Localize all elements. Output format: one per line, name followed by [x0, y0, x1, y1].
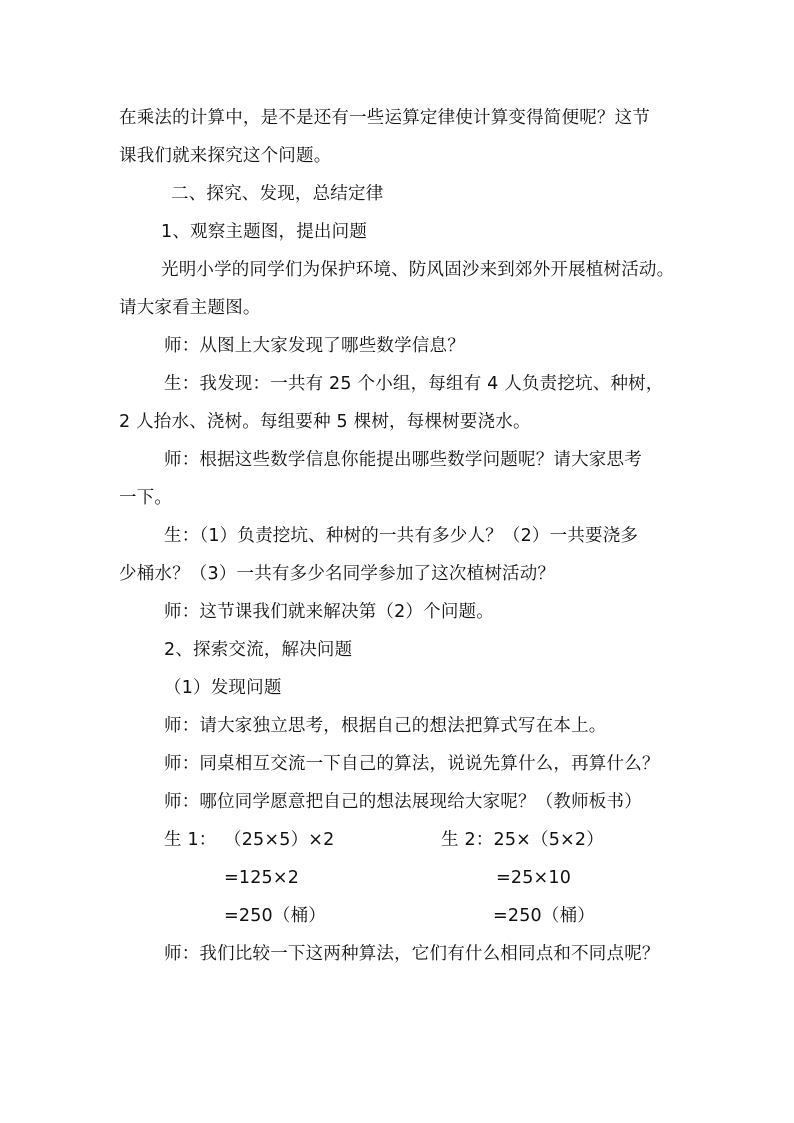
- subsection-heading: （1）发现问题: [164, 678, 282, 698]
- dialogue-line: 一下。: [119, 488, 173, 508]
- dialogue-line: 师：我们比较一下这两种算法，它们有什么相同点和不同点呢？: [164, 944, 660, 964]
- subsection-heading: 1、观察主题图，提出问题: [161, 222, 368, 242]
- calc-right-step1: =25×10: [496, 868, 572, 888]
- dialogue-line: 师：哪位同学愿意把自己的想法展现给大家呢？（教师板书）: [164, 792, 642, 812]
- subsection-heading: 2、探索交流，解决问题: [164, 640, 353, 660]
- dialogue-line: 少桶水？（3）一共有多少名同学参加了这次植树活动？: [119, 564, 556, 584]
- dialogue-line: 2 人抬水、浇树。每组要种 5 棵树，每棵树要浇水。: [119, 412, 531, 432]
- calc-left-step1: =125×2: [224, 868, 300, 888]
- paragraph-line: 请大家看主题图。: [119, 298, 261, 318]
- dialogue-line: 生：（1）负责挖坑、种树的一共有多少人？（2）一共要浇多: [164, 526, 639, 546]
- paragraph-line: 光明小学的同学们为保护环境、防风固沙来到郊外开展植树活动。: [161, 260, 675, 280]
- dialogue-line: 师：同桌相互交流一下自己的算法，说说先算什么，再算什么？: [164, 754, 660, 774]
- calc-left-expression: （25×5）×2: [224, 830, 335, 850]
- section-heading: 二、探究、发现，总结定律: [171, 184, 384, 204]
- paragraph-line: 课我们就来探究这个问题。: [119, 146, 332, 166]
- calc-right-expression: 生 2：25×（5×2）: [441, 830, 604, 850]
- calc-right-step2: =250（桶）: [493, 906, 595, 926]
- dialogue-line: 师：从图上大家发现了哪些数学信息？: [164, 336, 465, 356]
- dialogue-line: 师：请大家独立思考，根据自己的想法把算式写在本上。: [164, 716, 607, 736]
- calc-left-step2: =250（桶）: [224, 906, 326, 926]
- dialogue-line: 生：我发现：一共有 25 个小组，每组有 4 人负责挖坑、种树，: [164, 374, 664, 394]
- dialogue-line: 师：根据这些数学信息你能提出哪些数学问题呢？请大家思考: [164, 450, 642, 470]
- paragraph-line: 在乘法的计算中，是不是还有一些运算定律使计算变得简便呢？这节: [119, 108, 650, 128]
- calc-left-label: 生 1：: [164, 830, 217, 850]
- dialogue-line: 师：这节课我们就来解决第（2）个问题。: [164, 602, 494, 622]
